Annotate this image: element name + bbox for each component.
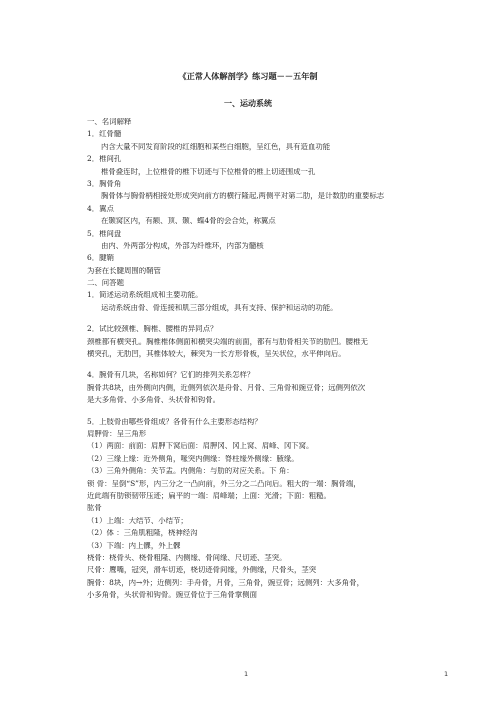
text-line: 3．胸骨角 bbox=[87, 179, 122, 188]
page-number-right: 1 bbox=[444, 670, 449, 678]
text-line: （2）三缘上缘：近外侧角，喙突内侧缘：脊柱缘外侧缘：腋缘。 bbox=[87, 454, 299, 463]
text-line: 运动系统由骨、骨连接和肌三部分组成，具有支持、保护和运动的功能。 bbox=[101, 303, 338, 312]
text-line: 二、问答题 bbox=[87, 279, 124, 288]
text-line: 5．上肢骨由哪些骨组成？各骨有什么主要形态结构？ bbox=[87, 417, 262, 426]
text-line: 腕骨共8块，由外侧向内侧，近侧列依次是舟骨、月骨、三角骨和豌豆骨；远侧列依次 bbox=[87, 383, 366, 392]
text-line: 近此端有肋锁韧带压迹；扁平的一端：肩峰端；上面：光滑；下面：粗糙。 bbox=[87, 491, 331, 500]
text-line: 在颞窝区内，有额、顶、颞、蝶4骨的会合处，称翼点 bbox=[101, 217, 276, 226]
text-line: （3）三角外侧角：关节盂。内侧角：与肋的对应关系。下 角： bbox=[87, 467, 294, 476]
text-line: （1）两面：前面：肩胛下窝后面：肩胛冈、冈上窝、肩峰、冈下窝。 bbox=[87, 442, 314, 451]
text-line: 2．椎间孔 bbox=[87, 155, 122, 164]
text-line: 为套在长腱周围的鞘管 bbox=[87, 266, 161, 275]
text-line: 颈椎都有横突孔。胸椎椎体侧面和横突尖端的前面，都有与肋骨相关节的肋凹。腰椎无 bbox=[87, 337, 368, 346]
text-line: （3）下端：内上髁，外上髁 bbox=[87, 541, 181, 550]
text-line: 椎骨叠连时，上位椎骨的椎下切迹与下位椎骨的椎上切迹围成一孔 bbox=[101, 167, 316, 176]
text-line: 胸骨体与胸骨柄相接处形成突向前方的横行隆起,两侧平对第二肋，是计数肋的重要标志 bbox=[101, 192, 385, 201]
text-line: 1．红骨髓 bbox=[87, 130, 122, 139]
text-line: 是大多角骨、小多角骨、头状骨和钩骨。 bbox=[87, 396, 221, 405]
text-line: 小多角骨，头状骨和钩骨。豌豆骨位于三角骨掌侧面 bbox=[87, 591, 257, 600]
body-text bbox=[87, 118, 432, 603]
text-line: （1）上端：大结节、小结节； bbox=[87, 516, 188, 525]
text-line: 4．翼点 bbox=[87, 204, 114, 213]
page-number: 1 bbox=[244, 670, 249, 678]
text-line: 桡骨：桡骨头、桡骨粗隆、内侧缘、骨间缘、尺切迹、茎突。 bbox=[87, 553, 287, 562]
text-line: 肩胛骨：呈三角形 bbox=[87, 429, 147, 438]
text-line: 由内、外两部分构成，外部为纤维环，内部为髓核 bbox=[101, 241, 264, 250]
text-line: 横突孔，无肋凹，其椎体较大，棘突为一长方形骨板，呈矢状位，水平伸向后。 bbox=[87, 350, 346, 359]
blank-line bbox=[87, 409, 432, 418]
text-line: 一、名词解释 bbox=[87, 118, 132, 126]
text-line: 1．简述运动系统组成和主要功能。 bbox=[87, 291, 203, 300]
text-line: 4．腕骨有几块，名称如何？它们的排列关系怎样？ bbox=[87, 371, 255, 380]
document-title: 《正常人体解剖学》练习题－－五年制 bbox=[178, 71, 318, 81]
text-line: 腕骨：8块，内→外；近侧列：手舟骨，月骨，三角骨，豌豆骨；远侧列：大多角骨， bbox=[87, 578, 364, 587]
text-line: 6．腱鞘 bbox=[87, 254, 114, 263]
text-line: 2．试比较颈椎、胸椎、腰椎的异同点？ bbox=[87, 325, 218, 334]
text-line: 锁 骨：呈倒“S”形，内三分之一凸向前，外三分之二凸向后。粗大的一端：胸骨端， bbox=[87, 479, 361, 488]
text-line: 肱骨 bbox=[87, 504, 102, 513]
section-heading: 一、运动系统 bbox=[224, 99, 272, 108]
text-line: 尺骨：鹰嘴，冠突，滑车切迹，桡切迹骨间缘，外侧缘，尺骨头，茎突 bbox=[87, 566, 317, 575]
text-line: 5．椎间盘 bbox=[87, 229, 122, 238]
blank-line bbox=[87, 316, 432, 325]
text-line: （2）体 ：三角肌粗隆，桡神经沟 bbox=[87, 529, 198, 538]
blank-line bbox=[87, 362, 432, 371]
text-line: 内含大量不同发育阶段的红细胞和某些白细胞，呈红色，具有造血功能 bbox=[101, 142, 331, 151]
